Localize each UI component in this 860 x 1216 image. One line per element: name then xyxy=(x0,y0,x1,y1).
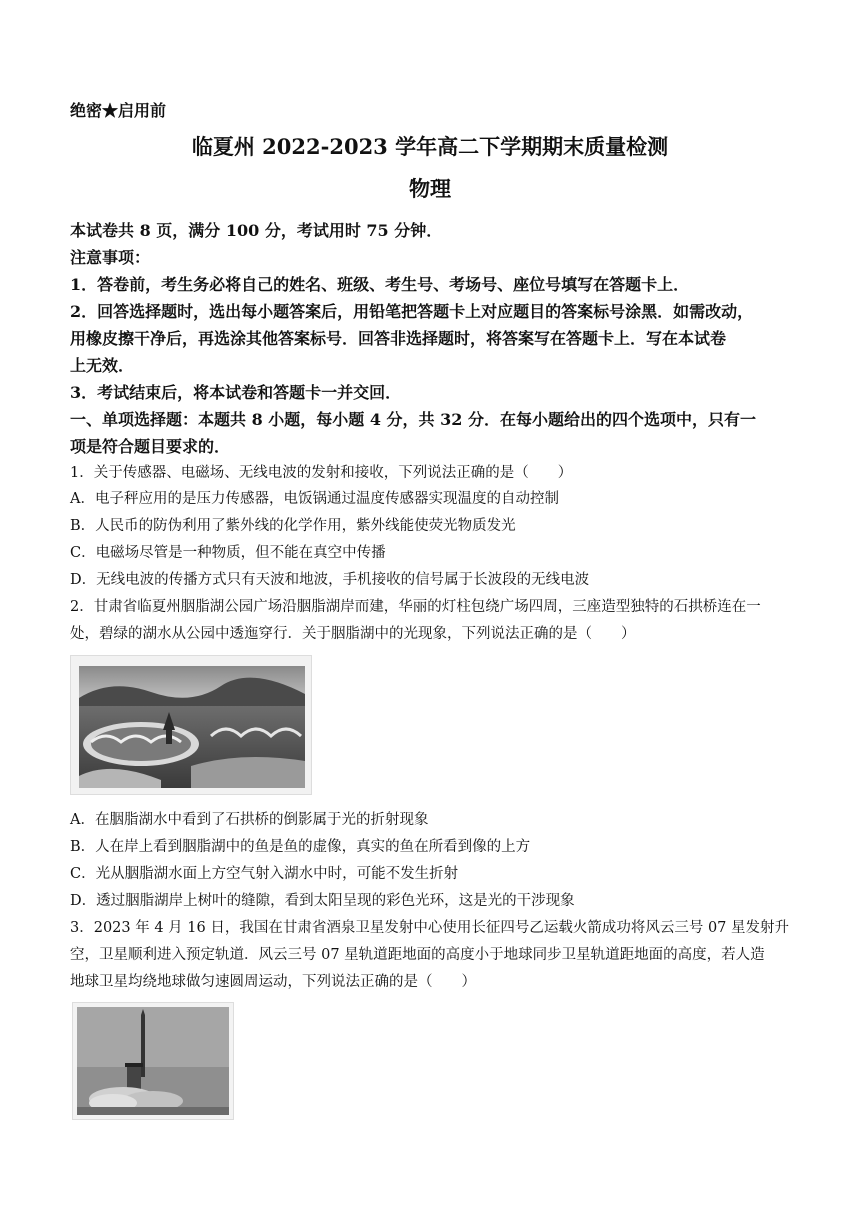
question-3-stem-cont: 地球卫星均绕地球做匀速圆周运动，下列说法正确的是（ ） xyxy=(70,974,476,990)
question-1-option-b: B．人民币的防伪利用了紫外线的化学作用，紫外线能使荧光物质发光 xyxy=(70,518,516,534)
exam-title: 临夏州 2022-2023 学年高二下学期期末质量检测 xyxy=(191,134,669,159)
question-1-stem: 1．关于传感器、电磁场、无线电波的发射和接收，下列说法正确的是（ ） xyxy=(70,465,573,481)
question-1-option-d: D．无线电波的传播方式只有天波和地波，手机接收的信号属于长波段的无线电波 xyxy=(70,572,590,588)
notice-heading: 注意事项： xyxy=(70,248,151,267)
notice-intro: 本试卷共 8 页，满分 100 分，考试用时 75 分钟． xyxy=(70,221,443,240)
question-1-option-c: C．电磁场尽管是一种物质，但不能在真空中传播 xyxy=(70,545,386,561)
section-heading: 一、单项选择题：本题共 8 小题，每小题 4 分，共 32 分．在每小题给出的四个选项中，只有一 xyxy=(70,410,756,429)
rocket-launch-illustration xyxy=(73,1003,233,1119)
question-2-option-a: A．在胭脂湖水中看到了石拱桥的倒影属于光的折射现象 xyxy=(70,812,429,828)
question-2-option-b: B．人在岸上看到胭脂湖中的鱼是鱼的虚像，真实的鱼在所看到像的上方 xyxy=(70,839,531,855)
confidential-mark: 绝密★启用前 xyxy=(70,101,167,120)
lake-park-illustration xyxy=(71,656,311,794)
question-2-stem-cont: 处，碧绿的湖水从公园中透迤穿行．关于胭脂湖中的光现象，下列说法正确的是（ ） xyxy=(70,626,636,642)
notice-item-3: 3．考试结束后，将本试卷和答题卡一并交回． xyxy=(70,383,402,402)
notice-item-2: 2．回答选择题时，选出每小题答案后，用铅笔把答题卡上对应题目的答案标号涂黑．如需改动， xyxy=(70,302,754,321)
question-3-stem-cont: 空，卫星顺利进入预定轨道．风云三号 07 星轨道距地面的高度小于地球同步卫星轨道距地面的高度，若人造 xyxy=(70,947,765,963)
question-2-option-d: D．透过胭脂湖岸上树叶的缝隙，看到太阳呈现的彩色光环，这是光的干涉现象 xyxy=(70,893,575,909)
lake-park-photo xyxy=(70,655,312,795)
question-2-option-c: C．光从胭脂湖水面上方空气射入湖水中时，可能不发生折射 xyxy=(70,866,459,882)
notice-item-1: 1．答卷前，考生务必将自己的姓名、班级、考生号、考场号、座位号填写在答题卡上． xyxy=(70,275,690,294)
section-heading-cont: 项是符合题目要求的． xyxy=(70,437,231,456)
question-2-stem: 2．甘肃省临夏州胭脂湖公园广场沿胭脂湖岸而建，华丽的灯柱包绕广场四周，三座造型独特的石拱桥连在一 xyxy=(70,599,761,615)
question-1-option-a: A．电子秤应用的是压力传感器，电饭锅通过温度传感器实现温度的自动控制 xyxy=(70,491,559,507)
subject-title: 物理 xyxy=(409,176,451,201)
question-3-stem: 3．2023 年 4 月 16 日，我国在甘肃省酒泉卫星发射中心使用长征四号乙运载火箭成功将风云三号 07 星发射升 xyxy=(70,920,790,936)
notice-item-2-cont: 用橡皮擦干净后，再选涂其他答案标号．回答非选择题时，将答案写在答题卡上．写在本试卷 xyxy=(70,329,727,348)
notice-item-2-cont: 上无效． xyxy=(70,356,135,375)
rocket-launch-photo xyxy=(72,1002,234,1120)
